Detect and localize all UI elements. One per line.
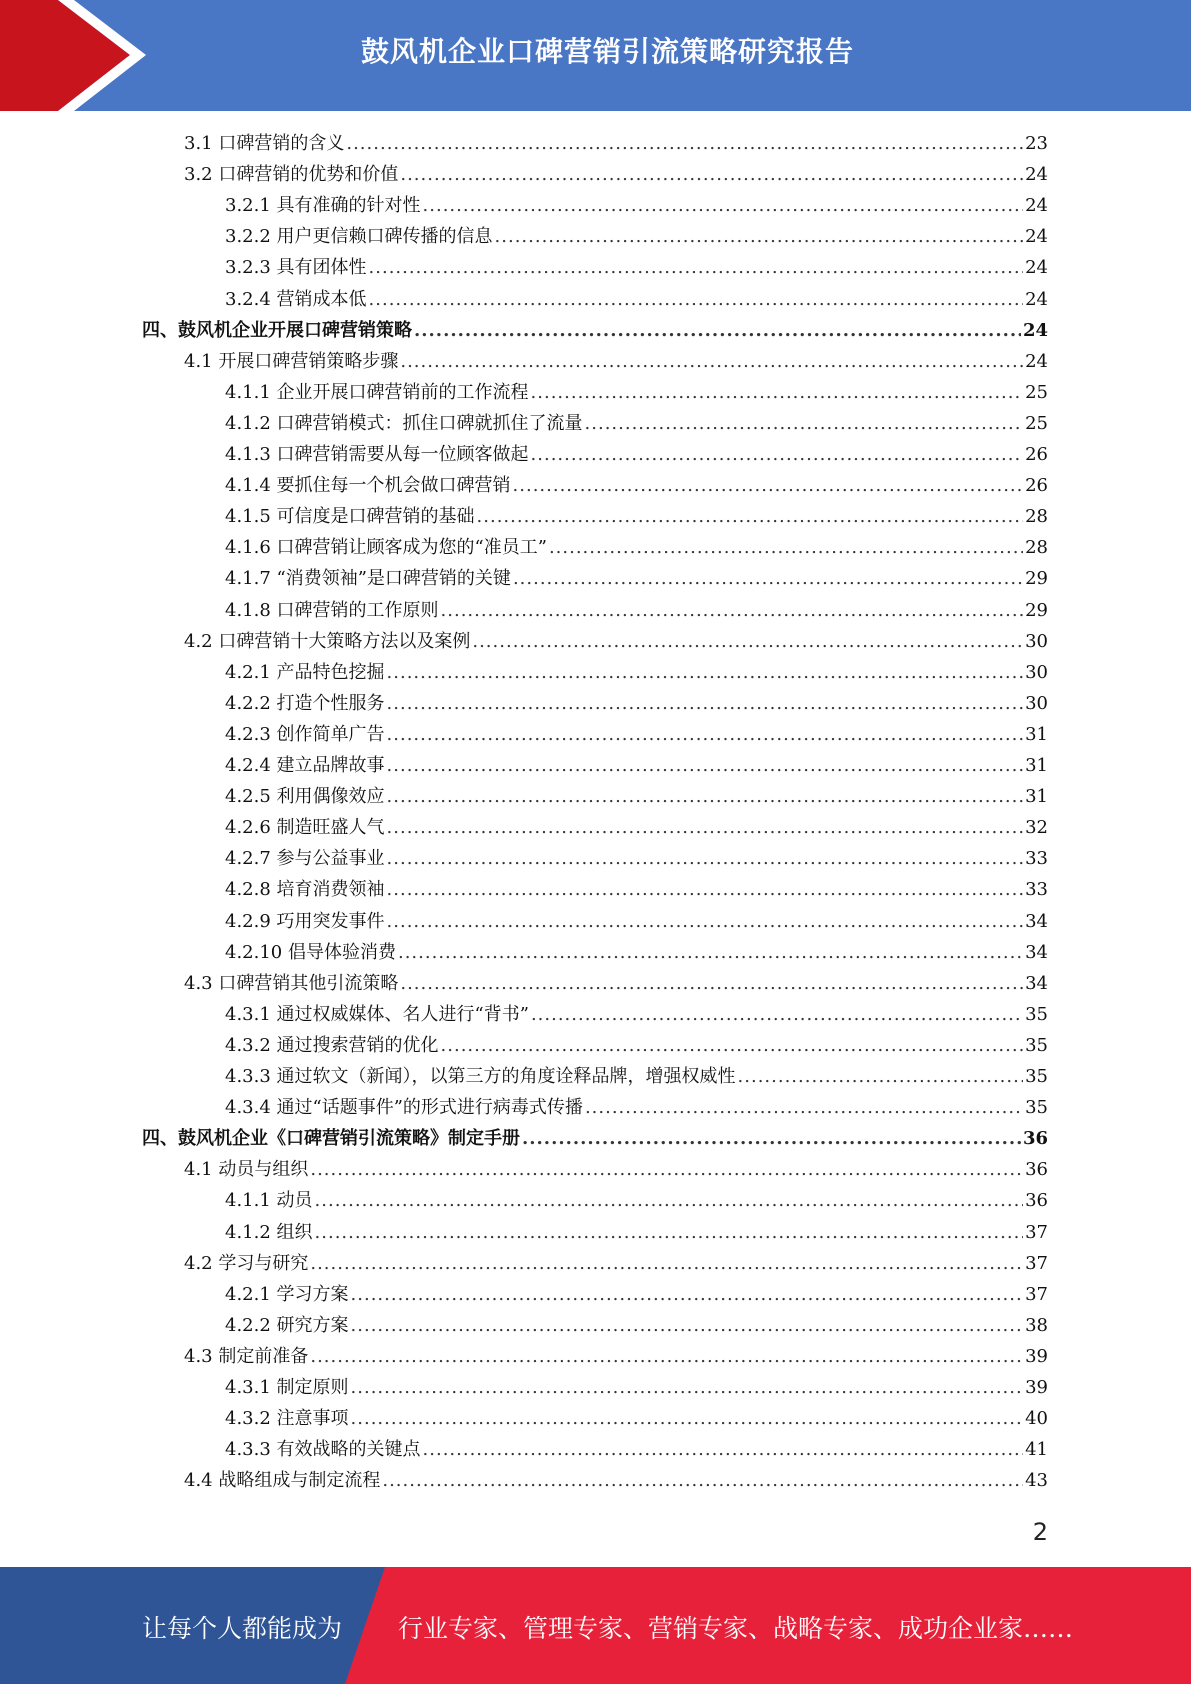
toc-entry-page: 31 [1025,786,1048,808]
toc-entry-page: 24 [1022,319,1048,341]
toc-entry-page: 31 [1025,755,1048,776]
toc-entry-page: 28 [1025,537,1048,559]
toc-entry-label: 4.2.5 利用偶像效应 [225,786,385,808]
toc-entry-label: 4.2.4 建立品牌故事 [225,755,385,776]
toc-entry[interactable] [0,1185,1048,1216]
toc-entry-label: 4.2.1 产品特色挖掘 [225,661,385,683]
toc-entry[interactable] [0,843,1048,874]
toc-leader-dots [477,501,1024,532]
toc-entry-label: 4.4 战略组成与制定流程 [184,1470,381,1492]
toc-entry-label: 4.2 学习与研究 [184,1252,309,1274]
toc-entry-label: 4.1.1 动员 [225,1190,313,1212]
toc-entry-page: 24 [1025,195,1048,217]
toc-entry[interactable] [0,688,1048,719]
toc-leader-dots [400,968,1023,999]
toc-leader-dots [738,1061,1024,1092]
toc-entry-label: 四、鼓风机企业开展口碑营销策略 [142,319,412,341]
toc-leader-dots [315,1217,1024,1248]
toc-leader-dots [423,190,1024,221]
toc-entry[interactable] [0,1372,1048,1403]
toc-entry-page: 26 [1025,444,1048,465]
toc-leader-dots [310,1154,1023,1185]
toc-entry-page: 41 [1025,1439,1048,1461]
toc-entry-page: 36 [1025,1190,1048,1212]
toc-entry[interactable] [0,1434,1048,1465]
toc-entry[interactable] [0,128,1048,159]
toc-entry[interactable] [0,1403,1048,1434]
toc-leader-dots [387,843,1024,874]
toc-leader-dots [369,284,1024,315]
toc-entry-page: 26 [1025,475,1048,497]
toc-entry[interactable] [0,937,1048,968]
toc-leader-dots [351,1279,1024,1310]
toc-leader-dots [441,595,1024,626]
toc-entry-page: 30 [1025,692,1048,714]
toc-entry[interactable] [0,968,1048,999]
toc-leader-dots [315,1185,1024,1216]
toc-entry[interactable] [0,812,1048,843]
toc-leader-dots [387,688,1024,719]
toc-entry-page: 29 [1025,568,1048,590]
toc-entry-label: 4.2.7 参与公益事业 [225,848,385,870]
toc-entry-label: 4.2.8 培育消费领袖 [225,879,385,901]
toc-entry-page: 36 [1025,1159,1048,1181]
toc-entry-label: 4.2.3 创作简单广告 [225,723,385,745]
toc-entry-label: 4.3.1 制定原则 [225,1377,349,1398]
toc-entry-page: 39 [1025,1345,1048,1367]
toc-entry-page: 25 [1025,381,1048,403]
toc-entry-label: 4.3.2 通过搜索营销的优化 [225,1034,439,1056]
toc-leader-dots [414,315,1021,346]
toc-chapter-entry[interactable] [0,315,1048,346]
toc-entry[interactable] [0,1092,1048,1123]
toc-entry[interactable] [0,1154,1048,1185]
toc-leader-dots [472,626,1023,657]
toc-entry-page: 30 [1025,661,1048,683]
toc-leader-dots [513,470,1024,501]
toc-entry-page: 29 [1025,599,1048,621]
toc-entry-label: 3.2.2 用户更信赖口碑传播的信息 [225,226,493,248]
toc-entry[interactable] [0,1061,1048,1092]
toc-entry-page: 23 [1025,133,1048,154]
toc-entry-label: 4.3 口碑营销其他引流策略 [184,972,399,994]
toc-entry[interactable] [0,595,1048,626]
toc-leader-dots [531,377,1024,408]
toc-leader-dots [387,906,1024,937]
toc-entry-page: 24 [1025,164,1048,186]
toc-leader-dots [400,346,1023,377]
toc-entry-label: 3.2.4 营销成本低 [225,288,367,310]
toc-leader-dots [351,1310,1024,1341]
toc-entry-page: 28 [1025,506,1048,528]
toc-entry-page: 34 [1025,941,1048,963]
toc-entry[interactable] [0,284,1048,315]
toc-leader-dots [441,1030,1024,1061]
toc-leader-dots [351,1403,1024,1434]
footer-slogan-right: 行业专家、管理专家、营销专家、战略专家、成功企业家…… [398,1614,1074,1643]
toc-entry[interactable] [0,159,1048,190]
toc-entry-label: 4.1.4 要抓住每一个机会做口碑营销 [225,475,511,497]
toc-entry-page: 35 [1025,1034,1048,1056]
toc-entry[interactable] [0,439,1048,470]
toc-entry-label: 4.1 开展口碑营销策略步骤 [184,350,399,372]
page-header [0,0,1191,111]
toc-entry-label: 4.2.6 制造旺盛人气 [225,817,385,839]
toc-leader-dots [531,439,1024,470]
toc-chapter-entry[interactable] [0,1123,1048,1154]
toc-entry[interactable] [0,221,1048,252]
page-number: 2 [1032,1518,1048,1546]
toc-entry[interactable] [0,626,1048,657]
toc-entry-label: 4.2.9 巧用突发事件 [225,910,385,932]
toc-entry-page: 33 [1025,879,1048,901]
toc-entry[interactable] [0,1465,1048,1496]
toc-leader-dots [585,1092,1023,1123]
toc-entry-page: 35 [1025,1097,1048,1119]
toc-leader-dots [382,1465,1023,1496]
toc-entry-page: 25 [1025,412,1048,434]
toc-leader-dots [585,408,1024,439]
toc-entry-label: 3.1 口碑营销的含义 [184,133,345,154]
document-title: 鼓风机企业口碑营销引流策略研究报告 [360,35,854,68]
toc-leader-dots [310,1248,1023,1279]
toc-entry-page: 31 [1025,723,1048,745]
page-footer [0,1567,1191,1684]
toc-entry-label: 3.2.3 具有团体性 [225,257,367,279]
toc-entry-page: 38 [1025,1314,1048,1336]
toc-leader-dots [423,1434,1024,1465]
toc-entry-page: 34 [1025,972,1048,994]
toc-leader-dots [495,221,1024,252]
toc-entry-label: 4.1.7 “消费领袖”是口碑营销的关键 [225,568,511,590]
toc-entry-page: 24 [1025,257,1048,279]
toc-entry-page: 24 [1025,350,1048,372]
toc-leader-dots [346,128,1023,159]
toc-entry-label: 4.3 制定前准备 [184,1345,309,1367]
toc-entry[interactable] [0,346,1048,377]
toc-entry-label: 4.1.5 可信度是口碑营销的基础 [225,506,475,528]
toc-entry-label: 4.1 动员与组织 [184,1159,309,1181]
toc-entry[interactable] [0,190,1048,221]
toc-entry-page: 37 [1025,1252,1048,1274]
toc-leader-dots [398,937,1023,968]
toc-leader-dots [387,874,1024,905]
toc-entry-page: 40 [1025,1408,1048,1430]
toc-entry[interactable] [0,470,1048,501]
toc-leader-dots [369,252,1024,283]
toc-entry[interactable] [0,906,1048,937]
toc-leader-dots [400,159,1023,190]
toc-leader-dots [513,563,1023,594]
toc-entry-page: 36 [1022,1128,1048,1150]
toc-leader-dots [387,657,1024,688]
toc-leader-dots [351,1372,1024,1403]
toc-entry[interactable] [0,252,1048,283]
toc-leader-dots [387,812,1024,843]
toc-entry[interactable] [0,377,1048,408]
toc-entry-label: 4.1.2 组织 [225,1221,313,1243]
toc-leader-dots [387,719,1024,750]
toc-entry-page: 33 [1025,848,1048,870]
toc-entry-label: 4.3.1 通过权威媒体、名人进行“背书” [225,1003,529,1025]
toc-entry[interactable] [0,532,1048,563]
toc-entry-page: 39 [1025,1377,1048,1398]
toc-leader-dots [387,750,1024,781]
toc-entry-label: 3.2.1 具有准确的针对性 [225,195,421,217]
toc-entry[interactable] [0,501,1048,532]
toc-leader-dots [522,1123,1021,1154]
toc-entry[interactable] [0,1310,1048,1341]
toc-leader-dots [549,532,1023,563]
toc-entry-label: 4.2.1 学习方案 [225,1283,349,1305]
toc-entry-page: 30 [1025,630,1048,652]
toc-entry[interactable] [0,1248,1048,1279]
toc-entry-label: 4.3.2 注意事项 [225,1408,349,1430]
toc-entry-page: 24 [1025,226,1048,248]
toc-leader-dots [310,1341,1023,1372]
toc-entry[interactable] [0,563,1048,594]
toc-entry-label: 4.1.2 口碑营销模式：抓住口碑就抓住了流量 [225,412,583,434]
toc-entry[interactable] [0,874,1048,905]
toc-entry[interactable] [0,657,1048,688]
toc-entry-label: 4.1.8 口碑营销的工作原则 [225,599,439,621]
toc-entry[interactable] [0,1217,1048,1248]
footer-slogan-left: 让每个人都能成为 [142,1614,343,1643]
toc-entry-label: 4.2.10 倡导体验消费 [225,941,396,963]
toc-entry-label: 4.3.3 通过软文（新闻），以第三方的角度诠释品牌，增强权威性 [225,1066,736,1087]
toc-entry-label: 4.2.2 研究方案 [225,1314,349,1336]
toc-entry-page: 37 [1025,1283,1048,1305]
toc-entry-label: 4.2.2 打造个性服务 [225,692,385,714]
toc-entry-page: 32 [1025,817,1048,839]
toc-entry-page: 35 [1025,1003,1048,1025]
toc-entry-page: 34 [1025,910,1048,932]
toc-entry[interactable] [0,781,1048,812]
toc-entry-label: 4.2 口碑营销十大策略方法以及案例 [184,630,471,652]
toc-entry-label: 4.1.6 口碑营销让顾客成为您的“准员工” [225,537,547,559]
toc-entry-page: 35 [1025,1066,1048,1087]
toc-entry[interactable] [0,719,1048,750]
toc-entry[interactable] [0,1341,1048,1372]
toc-entry[interactable] [0,750,1048,781]
toc-entry[interactable] [0,408,1048,439]
toc-entry-label: 4.3.4 通过“话题事件”的形式进行病毒式传播 [225,1097,583,1119]
toc-entry-page: 24 [1025,288,1048,310]
toc-entry-page: 37 [1025,1221,1048,1243]
toc-leader-dots [387,781,1024,812]
toc-entry-label: 4.1.3 口碑营销需要从每一位顾客做起 [225,444,529,465]
toc-entry[interactable] [0,1279,1048,1310]
toc-entry[interactable] [0,999,1048,1030]
toc-entry-page: 43 [1025,1470,1048,1492]
toc-entry-label: 4.3.3 有效战略的关键点 [225,1439,421,1461]
toc-leader-dots [531,999,1023,1030]
toc-entry[interactable] [0,1030,1048,1061]
toc-entry-label: 3.2 口碑营销的优势和价值 [184,164,399,186]
toc-entry-label: 4.1.1 企业开展口碑营销前的工作流程 [225,381,529,403]
toc-entry-label: 四、鼓风机企业《口碑营销引流策略》制定手册 [142,1128,520,1150]
